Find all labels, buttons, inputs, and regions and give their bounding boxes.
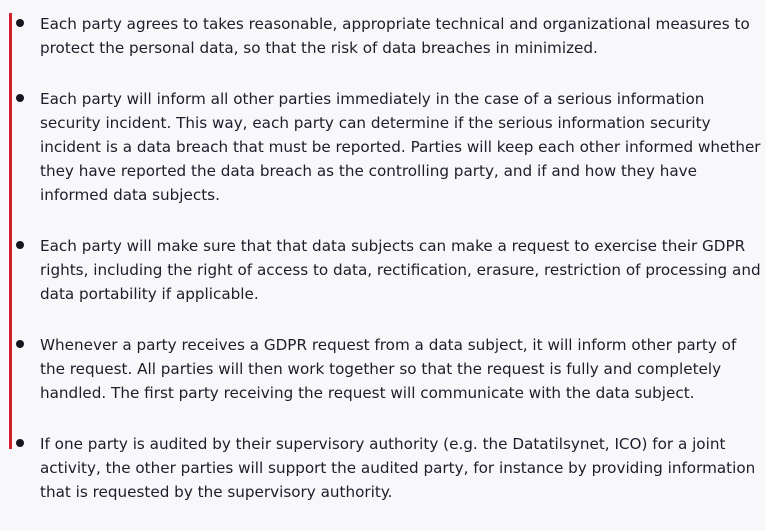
bullet-list (0, 12, 766, 531)
list-item-text: Each party agrees to takes reasonable, appropriate technical and organizational measures to protect the personal data, so that the risk of data breaches in minimized. (40, 15, 750, 57)
bullet-icon (16, 19, 24, 27)
list-item-text: If one party is audited by their supervisory authority (e.g. the Datatilsynet, ICO) for a joint activity, the other parties will support the audited party, for instance by providing information that is requested by the supervisory authority. (40, 435, 756, 501)
bullet-icon (16, 94, 24, 102)
list-item-text: Each party will make sure that that data subjects can make a request to exercise their GDPR rights, including the right of access to data, rectification, erasure, restriction of processing and data portability if applicable. (40, 237, 761, 303)
list-item (0, 333, 766, 405)
bullet-icon (16, 241, 24, 249)
list-item (0, 12, 766, 60)
list-item (0, 87, 766, 207)
list-item (0, 234, 766, 306)
list-item-text: Each party will inform all other parties immediately in the case of a serious information security incident. This way, each party can determine if the serious information security incident is a data breach that must be reported. Parties will keep each other informed whether they have reported the data breach as the controlling party, and if and how they have informed data subjects. (40, 90, 761, 204)
bullet-icon (16, 439, 24, 447)
list-item (0, 432, 766, 504)
bullet-icon (16, 340, 24, 348)
list-item-text: Whenever a party receives a GDPR request from a data subject, it will inform other party of the request. All parties will then work together so that the request is fully and completely handled. The first party receiving the request will communicate with the data subject. (40, 336, 737, 402)
